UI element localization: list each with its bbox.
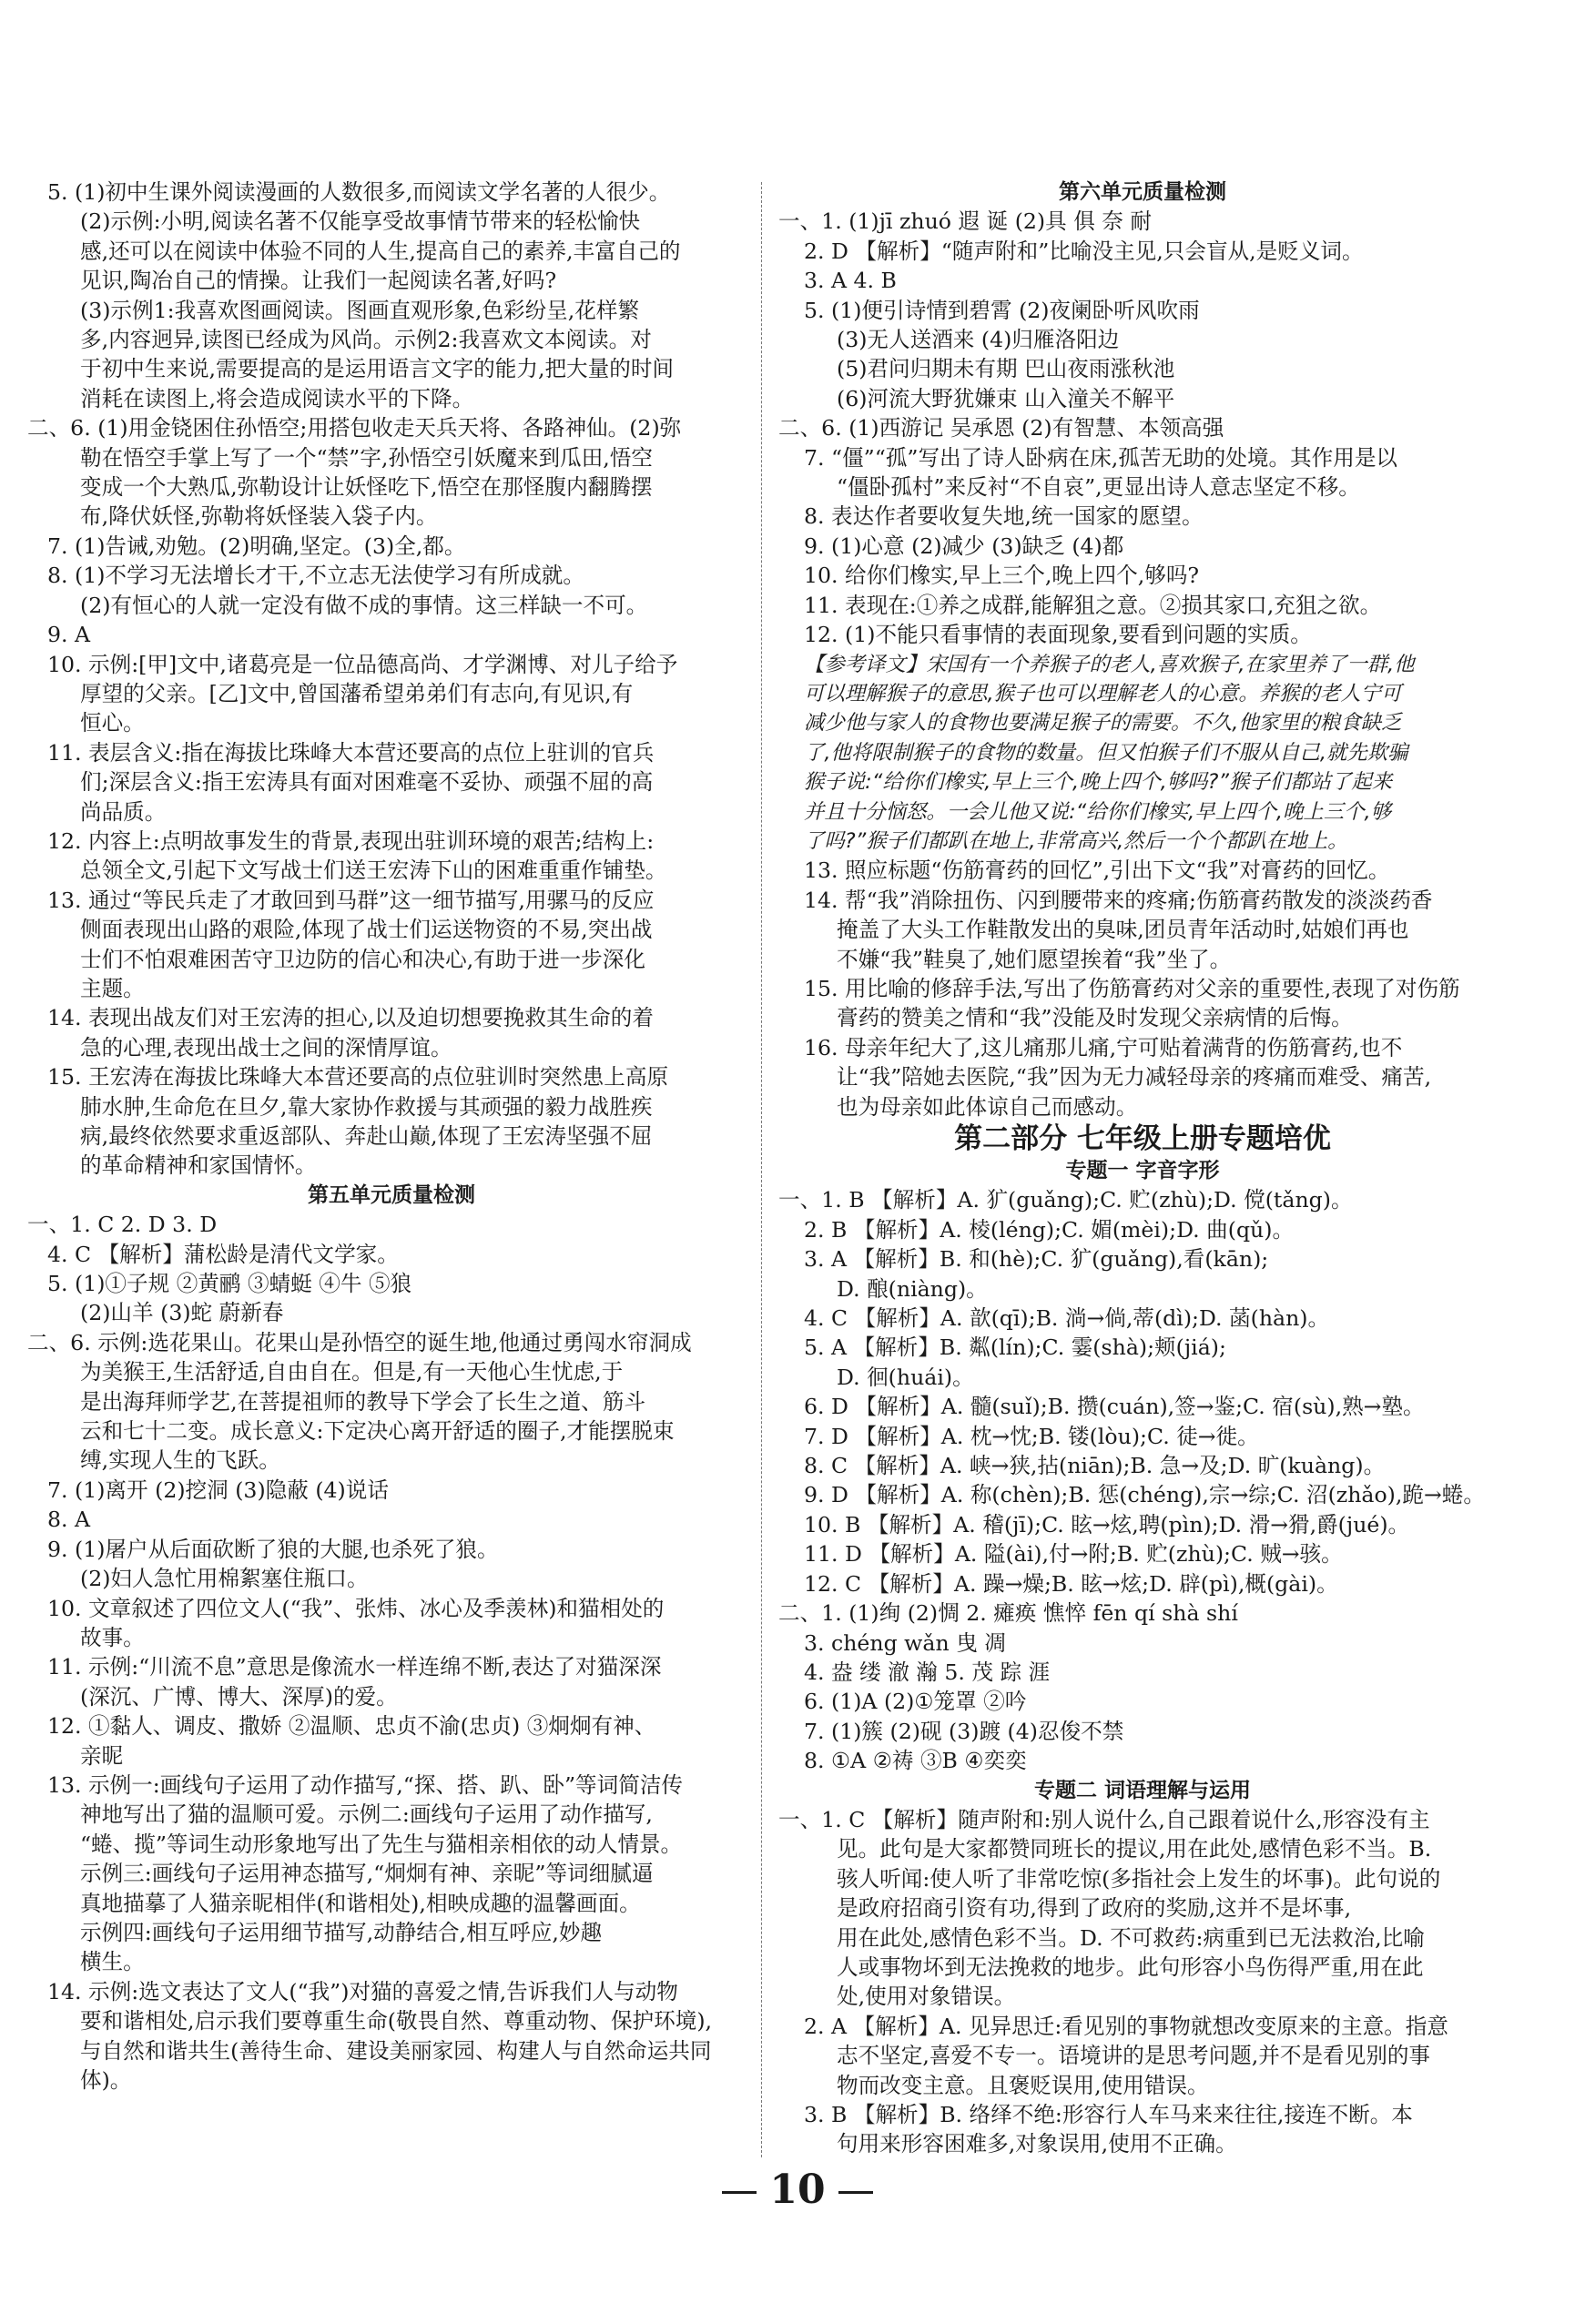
section-heading: 专题二 词语理解与运用 [1033,1778,1251,1802]
answer-line: (2)示例:小明,阅读名著不仅能享受故事情节带来的轻松愉快 [80,208,641,235]
answer-line: 15. 用比喻的修辞手法,写出了伤筋膏药对父亲的重要性,表现了对伤筋 [804,975,1460,1001]
answer-line: D. 徊(huái)。 [837,1364,974,1390]
answer-line: 15. 王宏涛在海拔比珠峰大本营还要高的点位驻训时突然患上高原 [47,1064,669,1091]
answer-line: 让“我”陪她去医院,“我”因为无力减轻母亲的疼痛而难受、痛苦, [837,1064,1432,1091]
answer-line: 2. A 【解析】A. 见异思迁:看见别的事物就想改变原来的主意。指意 [804,2013,1448,2039]
answer-line: 14. 示例:选文表达了文人(“我”)对猫的喜爱之情,告诉我们人与动物 [47,1978,678,2004]
answer-line: 肺水肿,生命危在旦夕,靠大家协作救援与其顽强的毅力战胜疾 [80,1093,653,1120]
answer-line: 9. (1)心意 (2)减少 (3)缺乏 (4)都 [804,533,1124,559]
answer-line: 见识,陶冶自己的情操。让我们一起阅读名著,好吗? [80,268,557,294]
answer-line: 8. 表达作者要收复失地,统一国家的愿望。 [804,503,1204,530]
answer-line: 横生。 [80,1949,145,1975]
answer-line: 9. A [47,622,91,648]
answer-line: 11. 表现在:①养之成群,能解狙之意。②损其家口,充狙之欲。 [804,592,1382,618]
answer-line: 人或事物坏到无法挽救的地步。此句形容小鸟伤得严重,用在此 [837,1954,1424,1980]
answer-line: 4. 盎 缕 澈 瀚 5. 茂 踪 涯 [804,1659,1051,1685]
answer-line: (2)妇人急忙用棉絮塞住瓶口。 [80,1566,369,1592]
answer-line: 是政府招商引资有功,得到了政府的奖励,这并不是坏事, [837,1895,1352,1922]
answer-line: 厚望的父亲。[乙]文中,曾国藩希望弟弟们有志向,有见识,有 [80,680,634,706]
answer-line: 12. (1)不能只看事情的表面现象,要看到问题的实质。 [804,622,1312,648]
answer-line: 10. 给你们橡实,早上三个,晚上四个,够吗? [804,563,1200,589]
answer-line: 【参考译文】宋国有一个养猴子的老人,喜欢猴子,在家里养了一群,他 [804,652,1415,676]
answer-line: 物而改变主意。且褒贬误用,使用错误。 [837,2072,1209,2098]
answer-line: 于初中生来说,需要提高的是运用语言文字的能力,把大量的时间 [80,356,675,382]
answer-line: 也为母亲如此体谅自己而感动。 [837,1093,1138,1120]
answer-line: 10. B 【解析】A. 稽(jī);C. 眩→炫,聘(pìn);D. 滑→猾,爵(jué)。 [804,1511,1410,1537]
answer-line: 膏药的赞美之情和“我”没能及时发现父亲病情的后悔。 [837,1005,1353,1031]
answer-line: 可以理解猴子的意思,猴子也可以理解老人的心意。养猴的老人宁可 [804,681,1402,705]
answer-line: (5)君问归期未有期 巴山夜雨涨秋池 [837,356,1175,382]
answer-line: 12. ①黏人、调皮、撒娇 ②温顺、忠贞不渝(忠贞) ③炯炯有神、 [47,1713,656,1740]
answer-line: 布,降伏妖怪,弥勒将妖怪装入袋子内。 [80,503,438,530]
answer-line: 11. D 【解析】A. 隘(ài),付→附;B. 贮(zhù);C. 贼→骇。 [804,1541,1343,1568]
left-column [27,178,756,2095]
answer-line: 变成一个大熟瓜,弥勒设计让妖怪吃下,悟空在那怪腹内翻腾摆 [80,474,653,501]
answer-line: 真地描摹了人猫亲昵相伴(和谐相处),相映成趣的温馨画面。 [80,1890,641,1916]
answer-line: 一、1. (1)jī zhuó 遐 诞 (2)具 俱 奈 耐 [778,208,1152,235]
answer-line: 7. (1)簇 (2)砚 (3)踱 (4)忍俊不禁 [804,1718,1124,1744]
answer-line: 3. chéng wǎn 曳 凋 [804,1629,1006,1656]
answer-line: 12. C 【解析】A. 躁→燥;B. 眩→炫;D. 辟(pì),概(gài)。 [804,1570,1338,1597]
answer-line: 13. 示例一:画线句子运用了动作描写,“探、搭、趴、卧”等词简洁传 [47,1771,684,1798]
answer-line: (3)示例1:我喜欢图画阅读。图画直观形象,色彩纷呈,花样繁 [80,297,640,323]
answer-line: 缚,实现人生的飞跃。 [80,1447,280,1474]
page-number: 10 [0,2167,1595,2213]
answer-line: (6)河流大野犹嫌束 山入潼关不解平 [837,385,1175,411]
answer-line: 示例三:画线句子运用神态描写,“炯炯有神、亲昵”等词细腻逼 [80,1861,654,1887]
answer-line: 总领全文,引起下文写战士们送王宏涛下山的困难重重作铺垫。 [80,858,667,884]
answer-line: 7. “僵”“孤”写出了诗人卧病在床,孤苦无助的处境。其作用是以 [804,444,1398,471]
answer-line: 2. D 【解析】“随声附和”比喻没主见,只会盲从,是贬义词。 [804,238,1364,264]
answer-line: 并且十分恼怒。一会儿他又说:“给你们橡实,早上四个,晚上三个,够 [804,799,1392,824]
answer-line: 士们不怕艰难困苦守卫边防的信心和决心,有助于进一步深化 [80,946,645,972]
answer-line: 4. C 【解析】蒲松龄是清代文学家。 [47,1241,399,1267]
answer-line: 了吗?”猴子们都趴在地上,非常高兴,然后一个个都趴在地上。 [804,828,1348,853]
answer-line: 骇人听闻:使人听了非常吃惊(多指社会上发生的坏事)。此句说的 [837,1865,1441,1892]
answer-line: 急的心理,表现出战士之间的深情厚谊。 [80,1034,452,1061]
answer-line: 云和七十二变。成长意义:下定决心离开舒适的圈子,才能摆脱束 [80,1418,675,1445]
answer-line: 侧面表现出山路的艰险,体现了战士们运送物资的不易,突出战 [80,917,653,943]
answer-line: 7. D 【解析】A. 枕→忱;B. 镂(lòu);C. 徒→徙。 [804,1423,1259,1449]
answer-line: 13. 照应标题“伤筋膏药的回忆”,引出下文“我”对膏药的回忆。 [804,858,1390,884]
answer-line: 消耗在读图上,将会造成阅读水平的下降。 [80,385,474,411]
answer-line: 5. (1)初中生课外阅读漫画的人数很多,而阅读文学名著的人很少。 [47,179,671,205]
answer-line: 9. D 【解析】A. 称(chèn);B. 惩(chéng),宗→综;C. 沼(zhǎo),跪→蜷。 [804,1482,1485,1508]
answer-line: 2. B 【解析】A. 棱(léng);C. 媚(mèi);D. 曲(qǔ)。 [804,1216,1295,1243]
answer-line: (2)山羊 (3)蛇 蔚新春 [80,1300,284,1326]
answer-line: 的革命精神和家国情怀。 [80,1152,317,1179]
answer-line: 神地写出了猫的温顺可爱。示例二:画线句子运用了动作描写, [80,1801,653,1828]
section-heading: 专题一 字音字形 [1065,1159,1220,1182]
answer-line: 了,他将限制猴子的食物的数量。但又怕猴子们不服从自己,就先欺骗 [804,740,1408,765]
answer-line: 示例四:画线句子运用细节描写,动静结合,相互呼应,妙趣 [80,1919,603,1945]
answer-line: “蜷、揽”等词生动形象地写出了先生与猫相亲相依的动人情景。 [80,1831,683,1857]
answer-line: 14. 表现出战友们对王宏涛的担心,以及迫切想要挽救其生命的着 [47,1005,654,1031]
answer-line: 10. 文章叙述了四位文人(“我”、张炜、冰心及季羡林)和猫相处的 [47,1595,665,1621]
part-heading: 第二部分 七年级上册专题培优 [954,1122,1331,1155]
answer-line: “僵卧孤村”来反衬“不自哀”,更显出诗人意志坚定不移。 [837,474,1360,501]
answer-line: 5. (1)便引诗情到碧霄 (2)夜阑卧听风吹雨 [804,297,1200,323]
answer-line: 6. (1)A (2)①笼罩 ②吟 [804,1689,1027,1715]
answer-line: 二、6. 示例:选花果山。花果山是孙悟空的诞生地,他通过勇闯水帘洞成 [27,1329,692,1355]
answer-line: 主题。 [80,975,145,1001]
right-column [778,178,1507,2159]
answer-line: 8. C 【解析】A. 峡→狭,拈(niān);B. 急→及;D. 旷(kuàng)。 [804,1453,1386,1479]
answer-line: 4. C 【解析】A. 歆(qī);B. 淌→倘,蒂(dì);D. 菡(hàn)。 [804,1305,1330,1332]
answer-line: 用在此处,感情色彩不当。D. 不可救药:病重到已无法救治,比喻 [837,1924,1425,1951]
answer-line: D. 酿(niàng)。 [837,1275,988,1302]
answer-line: 6. D 【解析】A. 髓(suǐ);B. 攒(cuán),签→鉴;C. 宿(sù),熟→塾。 [804,1394,1425,1420]
answer-line: 恒心。 [80,710,145,736]
answer-line: (3)无人送酒来 (4)归雁洛阳边 [837,327,1120,353]
answer-line: 为美猴王,生活舒适,自由自在。但是,有一天他心生忧虑,于 [80,1359,624,1385]
answer-line: 句用来形容困难多,对象误用,使用不正确。 [837,2131,1237,2157]
answer-line: 一、1. B 【解析】A. 犷(guǎng);C. 贮(zhù);D. 傥(tǎng)。 [778,1187,1353,1213]
answer-line: 不嫌“我”鞋臭了,她们愿望挨着“我”坐了。 [837,946,1232,972]
answer-line: 尚品质。 [80,798,167,825]
answer-line: 体)。 [80,2067,132,2093]
answer-line: 故事。 [80,1624,145,1650]
answer-line: 11. 示例:“川流不息”意思是像流水一样连绵不断,表达了对猫深深 [47,1654,662,1680]
answer-line: 13. 通过“等民兵走了才敢回到马群”这一细节描写,用骡马的反应 [47,887,655,913]
answer-line: 志不坚定,喜爱不专一。语境讲的是思考问题,并不是看见别的事 [837,2043,1431,2069]
answer-line: 一、1. C 【解析】随声附和:别人说什么,自己跟着说什么,形容没有主 [778,1806,1430,1832]
answer-line: 是出海拜师学艺,在菩提祖师的教导下学会了长生之道、筋斗 [80,1388,645,1415]
answer-line: 勒在悟空手掌上写了一个“禁”字,孙悟空引妖魔来到瓜田,悟空 [80,444,653,471]
answer-line: 12. 内容上:点明故事发生的背景,表现出驻训环境的艰苦;结构上: [47,827,655,854]
answer-line: 8. (1)不学习无法增长才干,不立志无法使学习有所成就。 [47,563,584,589]
answer-line: 多,内容迥异,读图已经成为风尚。示例2:我喜欢文本阅读。对 [80,327,652,353]
answer-line: 7. (1)离开 (2)挖洞 (3)隐蔽 (4)说话 [47,1477,389,1503]
answer-line: 们;深层含义:指王宏涛具有面对困难毫不妥协、顽强不屈的高 [80,769,654,796]
answer-line: 3. A 4. B [804,268,897,294]
answer-line: 16. 母亲年纪大了,这儿痛那儿痛,宁可贴着满背的伤筋膏药,也不 [804,1034,1403,1061]
section-heading: 第五单元质量检测 [308,1182,475,1207]
answer-line: 3. A 【解析】B. 和(hè);C. 犷(guǎng),看(kān); [804,1246,1269,1273]
answer-line: 8. ①A ②祷 ③B ④奕奕 [804,1748,1027,1774]
section-heading: 第六单元质量检测 [1059,180,1226,204]
answer-line: 掩盖了大头工作鞋散发出的臭味,团员青年活动时,姑娘们再也 [837,917,1409,943]
answer-line: 二、6. (1)用金铙困住孙悟空;用搭包收走天兵天将、各路神仙。(2)弥 [27,415,682,441]
answer-line: 减少他与家人的食物也要满足猴子的需要。不久,他家里的粮食缺乏 [804,711,1402,736]
answer-line: 处,使用对象错误。 [837,1984,1016,2010]
answer-line: 要和谐相处,启示我们要尊重生命(敬畏自然、尊重动物、保护环境), [80,2008,713,2035]
answer-line: 病,最终依然要求重返部队、奔赴山巅,体现了王宏涛坚强不屈 [80,1123,653,1149]
answer-line: 14. 帮“我”消除扭伤、闪到腰带来的疼痛;伤筋膏药散发的淡淡药香 [804,887,1433,913]
answer-line: 与自然和谐共生(善待生命、建设美丽家园、构建人与自然命运共同 [80,2037,712,2064]
answer-line: 二、1. (1)绚 (2)惆 2. 瘫痪 憔悴 fēn qí shà shí [778,1600,1238,1627]
answer-line: 10. 示例:[甲]文中,诸葛亮是一位品德高尚、才学渊博、对儿子给予 [47,651,678,677]
answer-line: 8. A [47,1507,91,1533]
answer-line: 3. B 【解析】B. 络绎不绝:形容行人车马来来往往,接连不断。本 [804,2102,1413,2127]
answer-line: 9. (1)屠户从后面砍断了狼的大腿,也杀死了狼。 [47,1536,499,1562]
answer-line: 5. A 【解析】B. 粼(lín);C. 霎(shà);颊(jiá); [804,1335,1226,1361]
answer-line: 亲昵 [80,1742,124,1769]
answer-line: 7. (1)告诫,劝勉。(2)明确,坚定。(3)全,都。 [47,533,466,559]
answer-line: (深沉、广博、博大、深厚)的爱。 [80,1683,398,1710]
column-divider [761,182,762,2157]
answer-line: 感,还可以在阅读中体验不同的人生,提高自己的素养,丰富自己的 [80,238,681,264]
answer-line: (2)有恒心的人就一定没有做不成的事情。这三样缺一不可。 [80,592,648,618]
answer-line: 一、1. C 2. D 3. D [27,1212,218,1238]
answer-line: 二、6. (1)西游记 吴承恩 (2)有智慧、本领高强 [778,415,1224,441]
answer-line: 猴子说:“给你们橡实,早上三个,晚上四个,够吗?”猴子们都站了起来 [804,770,1393,795]
answer-line: 11. 表层含义:指在海拔比珠峰大本营还要高的点位上驻训的官兵 [47,739,655,766]
answer-line: 5. (1)①子规 ②黄鹂 ③蜻蜓 ④牛 ⑤狼 [47,1271,412,1297]
answer-line: 见。此句是大家都赞同班长的提议,用在此处,感情色彩不当。B. [837,1836,1432,1862]
